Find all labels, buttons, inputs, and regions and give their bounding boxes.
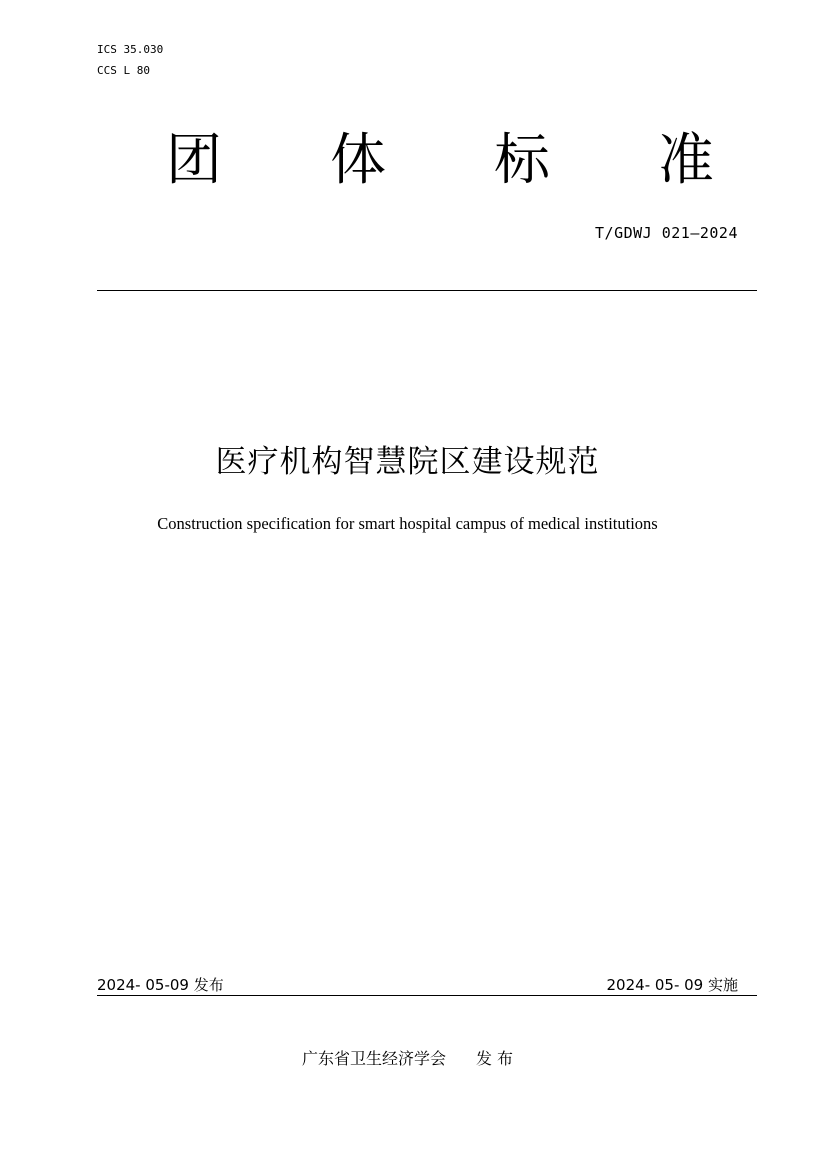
standard-number: T/GDWJ 021—2024: [595, 224, 738, 242]
ics-code: ICS 35.030: [97, 43, 164, 56]
publish-date: 2024- 05-09 发布: [97, 976, 224, 994]
header-divider: [97, 290, 757, 291]
document-title-zh: 医疗机构智慧院区建设规范: [215, 444, 600, 480]
publisher-line: [0, 1048, 815, 1070]
publisher-action: 发 布: [475, 1049, 514, 1068]
document-title-en: Construction specification for smart hospital campus of medical institutions: [157, 514, 658, 533]
implement-date: 2024- 05- 09 实施: [606, 976, 738, 994]
footer-divider: [97, 995, 757, 996]
banner-char-3: 标: [494, 128, 550, 193]
ccs-code: CCS L 80: [97, 64, 150, 77]
banner-char-2: 体: [330, 128, 386, 193]
banner-char-4: 准: [658, 128, 714, 193]
publisher-name: 广东省卫生经济学会: [301, 1049, 446, 1068]
banner-char-1: 团: [166, 128, 222, 193]
